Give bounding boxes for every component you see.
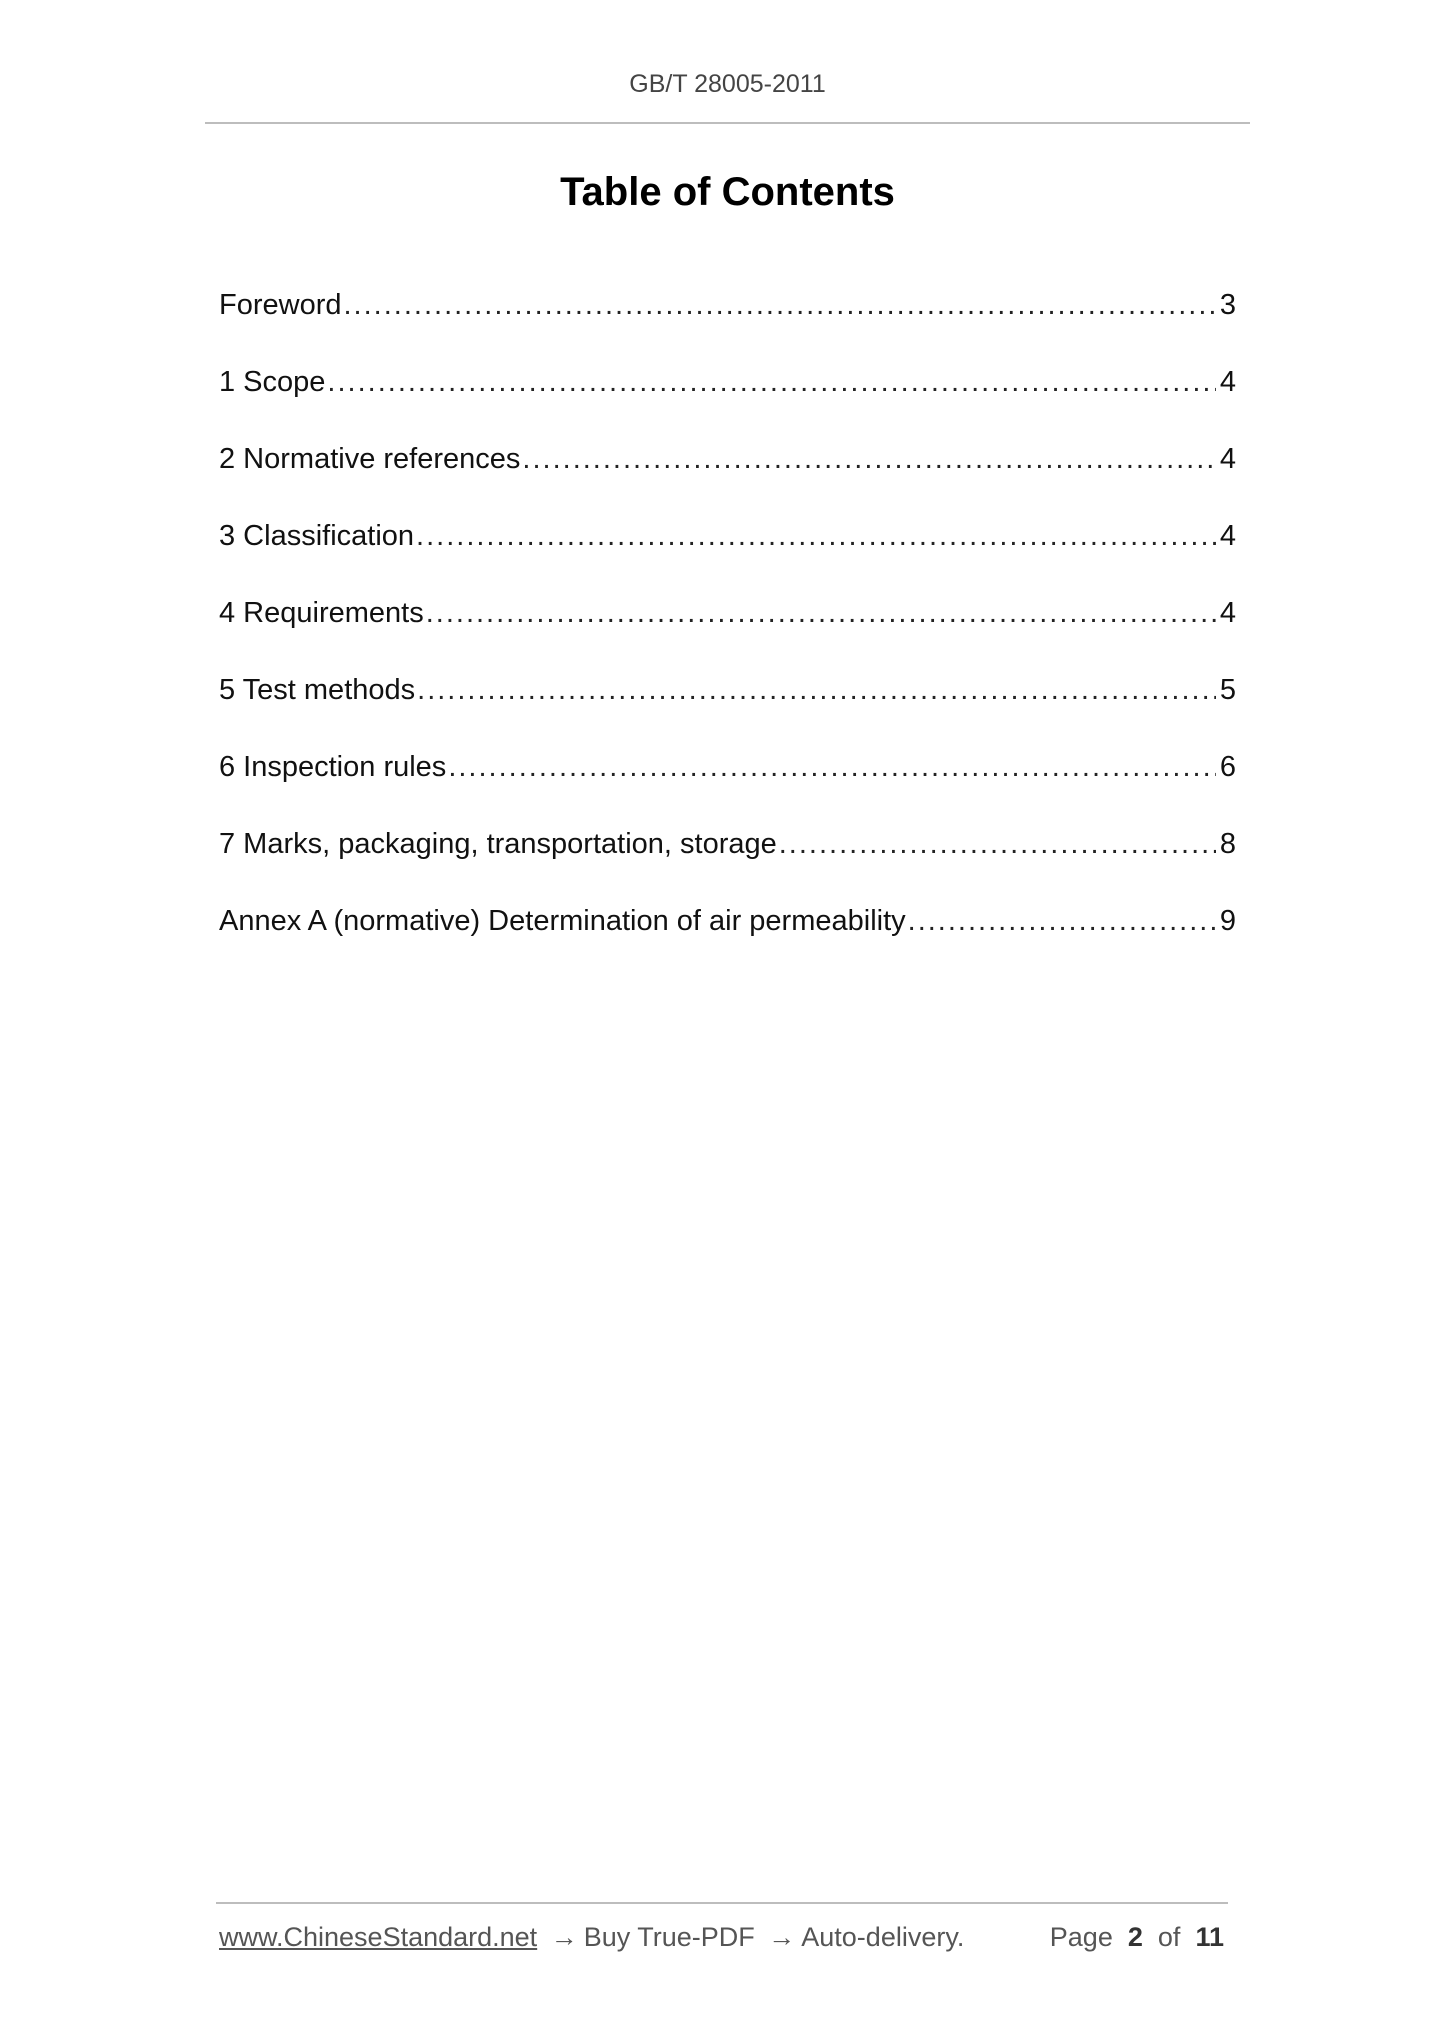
toc-entry-page: 4 (1219, 443, 1236, 475)
toc-entry-normative-references[interactable] (219, 443, 1236, 520)
toc-entry-marks-packaging[interactable] (219, 828, 1236, 905)
header-divider (205, 122, 1250, 124)
toc-entry-label: 6 Inspection rules (219, 751, 447, 783)
toc-entry-label: 7 Marks, packaging, transportation, storage (219, 828, 777, 860)
toc-leader-dots (426, 597, 1216, 630)
table-of-contents (219, 289, 1236, 982)
toc-entry-label: Foreword (219, 289, 342, 321)
document-code-header: GB/T 28005-2011 (629, 70, 826, 98)
page-number (1050, 1922, 1224, 1953)
page-word: Page (1049, 1922, 1113, 1952)
toc-entry-label: 2 Normative references (219, 443, 521, 475)
toc-entry-label: 1 Scope (219, 366, 326, 398)
toc-entry-classification[interactable] (219, 520, 1236, 597)
toc-entry-annex-a[interactable] (219, 905, 1236, 982)
page-title: Table of Contents (560, 170, 895, 214)
toc-entry-page: 5 (1219, 674, 1236, 706)
toc-entry-page: 4 (1219, 366, 1236, 398)
toc-entry-page: 8 (1219, 828, 1236, 860)
toc-leader-dots (448, 751, 1216, 784)
arrow-right-icon: → (550, 1922, 578, 1952)
current-page: 2 (1127, 1922, 1143, 1952)
toc-entry-page: 9 (1219, 905, 1236, 937)
of-word: of (1157, 1922, 1181, 1952)
toc-entry-page: 6 (1219, 751, 1236, 783)
website-link[interactable]: www.ChineseStandard.net (219, 1922, 538, 1952)
toc-entry-page: 4 (1219, 520, 1236, 552)
toc-entry-scope[interactable] (219, 366, 1236, 443)
page-footer (219, 1922, 1224, 1962)
toc-entry-label: 3 Classification (219, 520, 415, 552)
toc-entry-label: 5 Test methods (219, 674, 416, 706)
toc-leader-dots (779, 828, 1216, 861)
toc-entry-requirements[interactable] (219, 597, 1236, 674)
footer-divider (216, 1902, 1228, 1904)
toc-entry-page: 3 (1219, 289, 1236, 321)
footer-promo (219, 1922, 964, 1953)
toc-leader-dots (908, 905, 1216, 938)
toc-entry-label: Annex A (normative) Determination of air permeability (219, 905, 906, 937)
toc-entry-page: 4 (1219, 597, 1236, 629)
total-pages: 11 (1195, 1922, 1224, 1952)
toc-leader-dots (344, 289, 1216, 322)
toc-leader-dots (327, 366, 1215, 399)
arrow-right-icon: → (768, 1922, 796, 1952)
toc-entry-test-methods[interactable] (219, 674, 1236, 751)
toc-entry-foreword[interactable] (219, 289, 1236, 366)
toc-leader-dots (417, 674, 1216, 707)
toc-leader-dots (416, 520, 1216, 553)
toc-entry-label: 4 Requirements (219, 597, 424, 629)
auto-delivery-text: Auto-delivery. (801, 1922, 965, 1952)
toc-leader-dots (522, 443, 1215, 476)
toc-entry-inspection-rules[interactable] (219, 751, 1236, 828)
buy-true-pdf-text: Buy True-PDF (583, 1922, 755, 1952)
